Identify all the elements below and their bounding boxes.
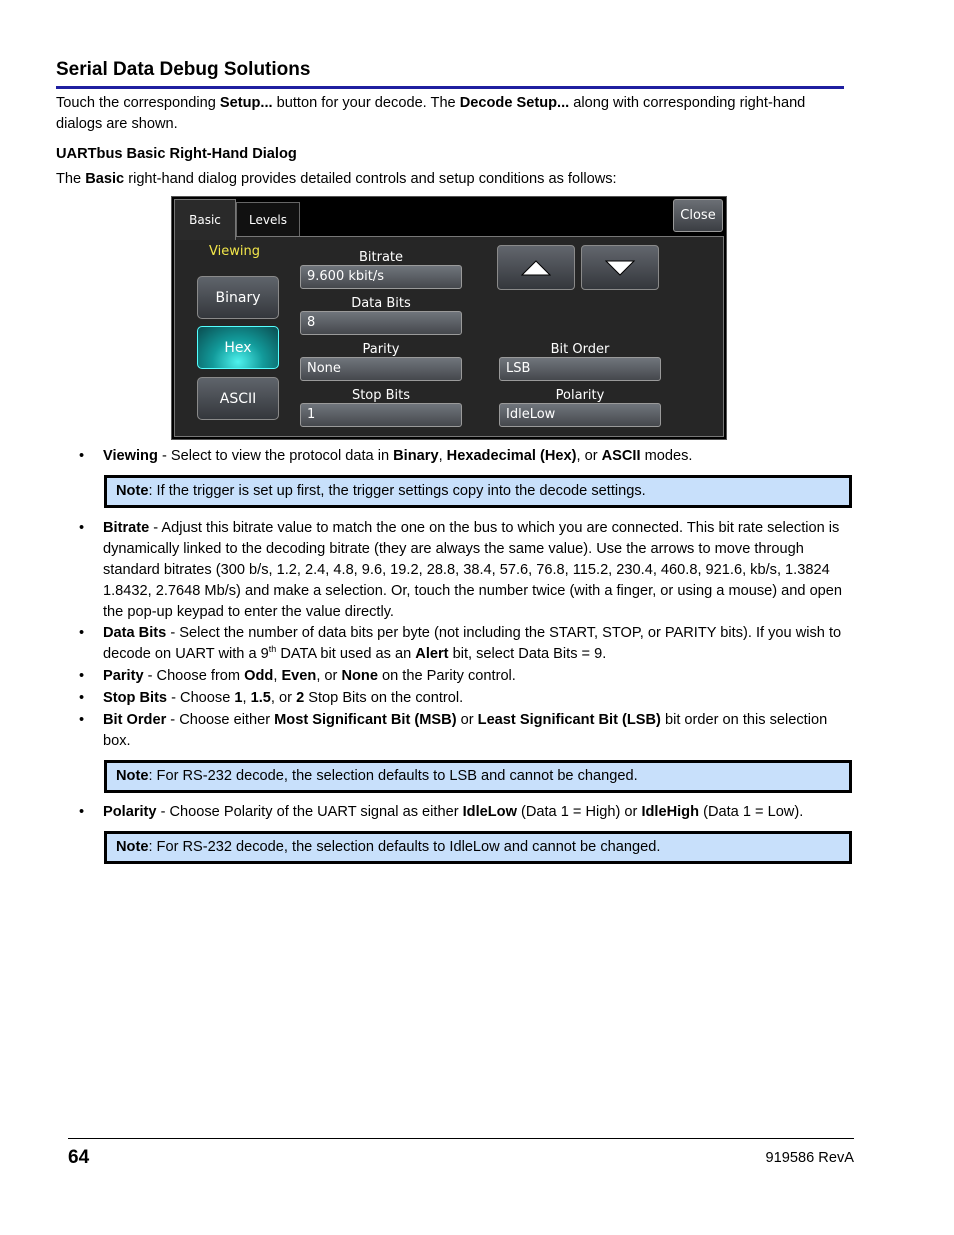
footer-divider [68, 1138, 854, 1139]
bold-text: Decode Setup... [459, 95, 570, 111]
text: (Data 1 = High) or [516, 804, 642, 820]
list-item [103, 710, 848, 752]
text: right-hand dialog provides detailed controls and setup conditions as follows: [124, 171, 617, 187]
basic-paragraph [56, 169, 846, 190]
text: on the Parity control. [377, 668, 516, 684]
parity-field[interactable]: None [300, 357, 462, 381]
bullet-term: Data Bits [103, 625, 167, 641]
stop-bits-field[interactable]: 1 [300, 403, 462, 427]
text: modes. [640, 448, 693, 464]
arrow-up-icon [521, 260, 551, 276]
text: or [456, 712, 478, 728]
text: (Data 1 = Low). [699, 804, 804, 820]
bit-order-field[interactable]: LSB [499, 357, 661, 381]
bullet-term: Polarity [103, 804, 157, 820]
text: , [273, 668, 282, 684]
list-item [103, 518, 848, 623]
parity-label: Parity [362, 342, 400, 357]
note-label: Note [116, 483, 149, 499]
text: Stop Bits on the control. [304, 690, 464, 706]
bitrate-label: Bitrate [358, 250, 404, 265]
text: - Select the number of data bits per byte (not including the START, STOP, or PARITY bits). If you wish to decode on UART with a 9 [103, 625, 842, 662]
tab-basic[interactable]: Basic [174, 199, 236, 240]
close-button[interactable]: Close [673, 199, 723, 232]
bullet-term: Bit Order [103, 712, 167, 728]
bold-text: ASCII [601, 448, 641, 464]
bold-text: 2 [296, 690, 305, 706]
intro-paragraph [56, 93, 846, 135]
page-title: Serial Data Debug Solutions [56, 58, 844, 89]
bit-order-label: Bit Order [550, 342, 610, 357]
text: - Select to view the protocol data in [157, 448, 394, 464]
text: , [242, 690, 251, 706]
bold-text: Binary [393, 448, 439, 464]
uart-basic-dialog [171, 196, 727, 440]
bullet-term: Stop Bits [103, 690, 168, 706]
bold-text: Hexadecimal (Hex) [446, 448, 577, 464]
note-box [104, 831, 852, 864]
text: - Choose either [166, 712, 275, 728]
note-box [104, 475, 852, 508]
note-text: : If the trigger is set up first, the trigger settings copy into the decode settings. [148, 483, 646, 499]
bold-text: Least Significant Bit (LSB) [477, 712, 661, 728]
text: Touch the corresponding [56, 95, 220, 111]
bold-text: Setup... [219, 95, 273, 111]
text: , or [316, 668, 342, 684]
bullet-term: Viewing [103, 448, 158, 464]
bullet-list [103, 518, 848, 752]
bullet-list [103, 802, 848, 823]
bitrate-up-button[interactable] [497, 245, 575, 290]
tab-levels[interactable]: Levels [236, 202, 300, 237]
section-subheading: UARTbus Basic Right-Hand Dialog [56, 146, 297, 162]
stop-bits-label: Stop Bits [351, 388, 411, 403]
page-number: 64 [68, 1147, 90, 1168]
bitrate-field[interactable]: 9.600 kbit/s [300, 265, 462, 289]
bold-text: Even [281, 668, 317, 684]
bullet-term: Parity [103, 668, 144, 684]
note-box [104, 760, 852, 793]
text: , or [576, 448, 602, 464]
bold-text: None [341, 668, 378, 684]
polarity-field[interactable]: IdleLow [499, 403, 661, 427]
bold-text: Basic [85, 171, 125, 187]
list-item [103, 623, 848, 665]
bold-text: 1 [234, 690, 243, 706]
text: - Adjust this bitrate value to match the one on the bus to which you are connected. This bit rate selection is dynamically linked to the decoding bitrate (they are always the same value). Use the arrows to move through standard bitrates (300 b/s, 1.2, 2.4, 4.8, 9.6, 19.2, 28.8, 38.4, 57.6, 76.8, 115.2, 230.4, 460.8, 921.6, kb/s, 1.3824 1.8432, 2.7648 Mb/s) and make a selection. Or, touch the number twice (with a finger, or using a mouse) and open the pop-up keypad to enter the value directly. [103, 520, 843, 620]
list-item [103, 666, 848, 687]
hex-button[interactable]: Hex [197, 326, 279, 369]
text: , [438, 448, 447, 464]
text: The [56, 171, 86, 187]
text: - Choose Polarity of the UART signal as either [156, 804, 463, 820]
superscript: th [268, 644, 277, 655]
note-text: : For RS-232 decode, the selection defaults to LSB and cannot be changed. [148, 768, 638, 784]
note-label: Note [116, 768, 149, 784]
dialog-panel [174, 236, 724, 437]
text: - Choose [167, 690, 235, 706]
ascii-button[interactable]: ASCII [197, 377, 279, 420]
text: DATA bit used as an [276, 646, 416, 662]
bold-text: 1.5 [250, 690, 271, 706]
binary-button[interactable]: Binary [197, 276, 279, 319]
bold-text: IdleHigh [641, 804, 700, 820]
bold-text: Most Significant Bit (MSB) [274, 712, 457, 728]
bitrate-down-button[interactable] [581, 245, 659, 290]
note-text: : For RS-232 decode, the selection defaults to IdleLow and cannot be changed. [148, 839, 661, 855]
text: button for your decode. The [272, 95, 460, 111]
polarity-label: Polarity [555, 388, 605, 403]
bold-text: Alert [415, 646, 449, 662]
bullet-term: Bitrate [103, 520, 150, 536]
document-id: 919586 RevA [765, 1150, 854, 1166]
list-item [103, 688, 848, 709]
list-item [103, 446, 848, 467]
text: - Choose from [143, 668, 245, 684]
text: bit order on this selection box. [103, 712, 828, 749]
text: , or [270, 690, 297, 706]
list-item [103, 802, 848, 823]
bold-text: IdleLow [462, 804, 517, 820]
text: bit, select Data Bits = 9. [448, 646, 607, 662]
data-bits-label: Data Bits [351, 296, 411, 311]
viewing-label: Viewing [209, 244, 260, 259]
bullet-list [103, 446, 848, 467]
arrow-down-icon [605, 260, 635, 276]
bold-text: Odd [244, 668, 274, 684]
text: along with corresponding right-hand dialogs are shown. [56, 95, 806, 132]
note-label: Note [116, 839, 149, 855]
data-bits-field[interactable]: 8 [300, 311, 462, 335]
